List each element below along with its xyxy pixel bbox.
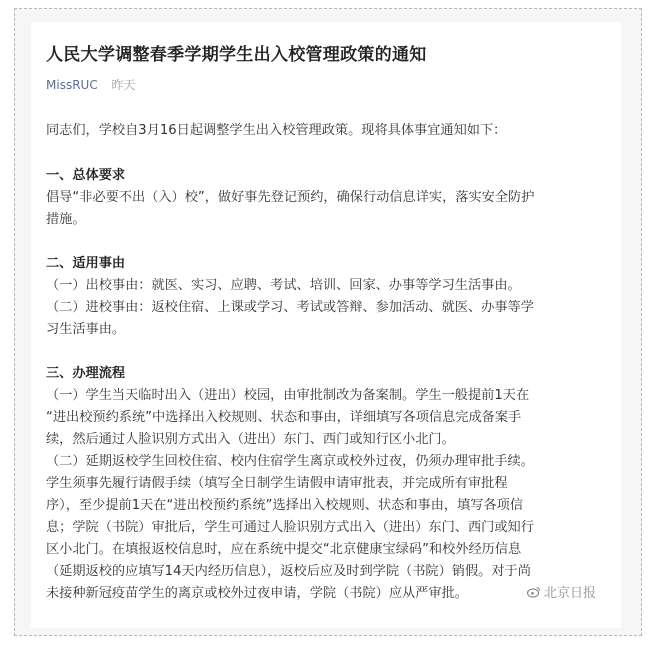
publish-time: 昨天	[111, 78, 136, 92]
body-line: （延期返校的应填写14天内经历信息），返校后应及时到学院（书院）销假。对于尚	[46, 564, 531, 579]
body-line: “进出校预约系统”中选择出入校规则、状态和事由，详细填写各项信息完成备案手	[46, 410, 522, 425]
body-line: （一）学生当天临时出入（进出）校园，由审批制改为备案制。学生一般提前1天在	[46, 388, 530, 403]
body-line: 未接种新冠疫苗学生的离京或校外过夜申请，学院（书院）应从严审批。	[46, 586, 468, 601]
body-line: 学生须事先履行请假手续（填写全日制学生请假申请审批表，并完成所有审批程	[46, 476, 508, 491]
body-line: 同志们，学校自3月16日起调整学生出入校管理政策。现将具体事宜通知如下：	[46, 123, 507, 138]
body-line: （二）延期返校学生回校住宿、校内住宿学生离京或校外过夜，仍须办理审批手续。	[46, 454, 534, 469]
section-heading: 二、适用事由	[46, 256, 126, 271]
body-line: （二）进校事由：返校住宿、上课或学习、考试或答辩、参加活动、就医、办事等学	[46, 300, 534, 315]
body-line: 措施。	[46, 212, 86, 227]
body-line: 序），至少提前1天在“进出校预约系统”选择出入校规则、状态和事由，填写各项信	[46, 498, 524, 513]
article-meta	[46, 76, 136, 93]
author-link[interactable]: MissRUC	[46, 78, 98, 92]
body-line: （一）出校事由：就医、实习、应聘、考试、培训、回家、办事等学习生活事由。	[46, 278, 521, 293]
section-heading: 三、办理流程	[46, 366, 126, 381]
body-line: 息；学院（书院）审批后，学生可通过人脸识别方式出入（进出）东门、西门或知行	[46, 520, 534, 535]
watermark-text: 北京日报	[544, 586, 597, 601]
article-title: 人民大学调整春季学期学生出入校管理政策的通知	[46, 45, 427, 65]
article-card	[31, 22, 621, 628]
section-heading: 一、总体要求	[46, 168, 126, 183]
weibo-icon	[527, 586, 541, 598]
body-line: 续，然后通过人脸识别方式出入（进出）东门、西门或知行区小北门。	[46, 432, 455, 447]
body-line: 区小北门。在填报返校信息时，应在系统中提交“北京健康宝绿码”和校外经历信息	[46, 542, 522, 557]
watermark	[527, 582, 596, 601]
body-line: 倡导“非必要不出（入）校”，做好事先登记预约，确保行动信息详实，落实安全防护	[46, 190, 535, 205]
body-line: 习生活事由。	[46, 322, 126, 337]
